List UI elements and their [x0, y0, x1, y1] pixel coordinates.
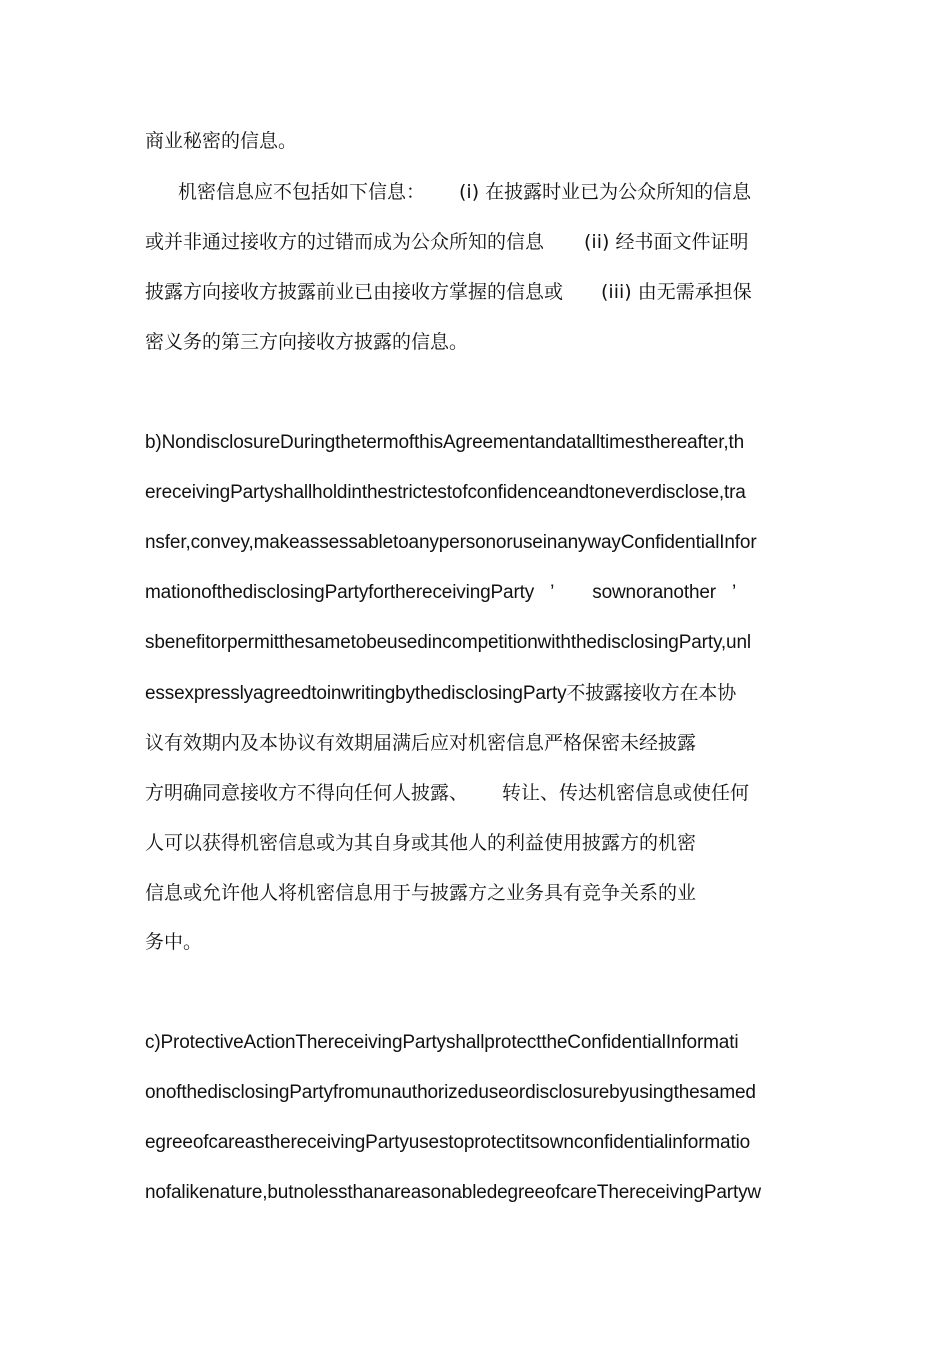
- text: 方明确同意接收方不得向任何人披露、: [145, 782, 469, 804]
- text: (iii) 由无需承担保: [601, 281, 752, 303]
- p2-line-4: [145, 581, 736, 605]
- text: 议有效期内及本协议有效期届满后应对机密信息严格保密未经披露: [145, 732, 697, 754]
- text: egreeofcareasthereceivingPartyusestoprotectitsownconfidentialinformatio: [145, 1132, 751, 1153]
- text: 披露方向接收方披露前业已由接收方掌握的信息或: [145, 281, 564, 303]
- text: (ii) 经书面文件证明: [584, 231, 749, 253]
- text: nsfer,convey,makeassessabletoanypersonoruseinanywayConfidentialInfor: [145, 532, 757, 553]
- text: ’: [731, 582, 737, 603]
- p1-line-2: [178, 180, 751, 204]
- p2-line-11: [145, 930, 202, 954]
- p3-line-3: [145, 1131, 750, 1155]
- text: 或并非通过接收方的过错而成为公众所知的信息: [145, 231, 545, 253]
- p2-line-5: [145, 631, 751, 655]
- text: 务中。: [145, 931, 203, 953]
- text: essexpresslyagreedtoinwritingbythedisclosingParty: [145, 683, 567, 704]
- p2-line-2: [145, 481, 746, 505]
- text: mationofthedisclosingPartyforthereceivingParty: [145, 582, 535, 603]
- text: (i) 在披露时业已为公众所知的信息: [459, 181, 752, 203]
- text: c)ProtectiveActionThereceivingPartyshallprotecttheConfidentialInformati: [145, 1032, 739, 1053]
- text: 机密信息应不包括如下信息：: [178, 181, 426, 203]
- p2-line-6: [145, 681, 736, 706]
- text: 密义务的第三方向接收方披露的信息。: [145, 331, 469, 353]
- text: ’: [550, 582, 555, 603]
- p2-line-9: [145, 831, 696, 855]
- text: 商业秘密的信息。: [145, 130, 298, 152]
- p2-line-1: [145, 431, 744, 455]
- p2-line-10: [145, 881, 696, 905]
- text: 不披露接收方在本协: [566, 682, 737, 704]
- p3-line-4: [145, 1181, 761, 1205]
- text: 人可以获得机密信息或为其自身或其他人的利益使用披露方的机密: [145, 832, 697, 854]
- p2-line-3: [145, 531, 757, 555]
- text: 信息或允许他人将机密信息用于与披露方之业务具有竞争关系的业: [145, 882, 697, 904]
- text: sbenefitorpermitthesametobeusedincompetitionwiththedisclosingParty,unl: [145, 632, 751, 653]
- p2-line-7: [145, 731, 696, 755]
- text: sownoranother: [592, 582, 716, 603]
- p2-line-8: [145, 781, 749, 805]
- text: b)NondisclosureDuringthetermofthisAgreementandatalltimesthereafter,th: [145, 432, 745, 453]
- p1-line-4: [145, 280, 752, 304]
- p3-line-1: [145, 1031, 738, 1055]
- p1-line-5: [145, 330, 468, 354]
- text: nofalikenature,butnolessthanareasonabledegreeofcareThereceivingPartyw: [145, 1182, 762, 1203]
- text: 转让、传达机密信息或使任何: [502, 782, 750, 804]
- text: ereceivingPartyshallholdinthestrictestofconfidenceandtoneverdisclose,tra: [145, 482, 746, 503]
- p1-line-3: [145, 230, 748, 254]
- text: onofthedisclosingPartyfromunauthorizeduseordisclosurebyusingthesamed: [145, 1082, 756, 1103]
- p1-line-1: [145, 129, 297, 153]
- p3-line-2: [145, 1081, 756, 1105]
